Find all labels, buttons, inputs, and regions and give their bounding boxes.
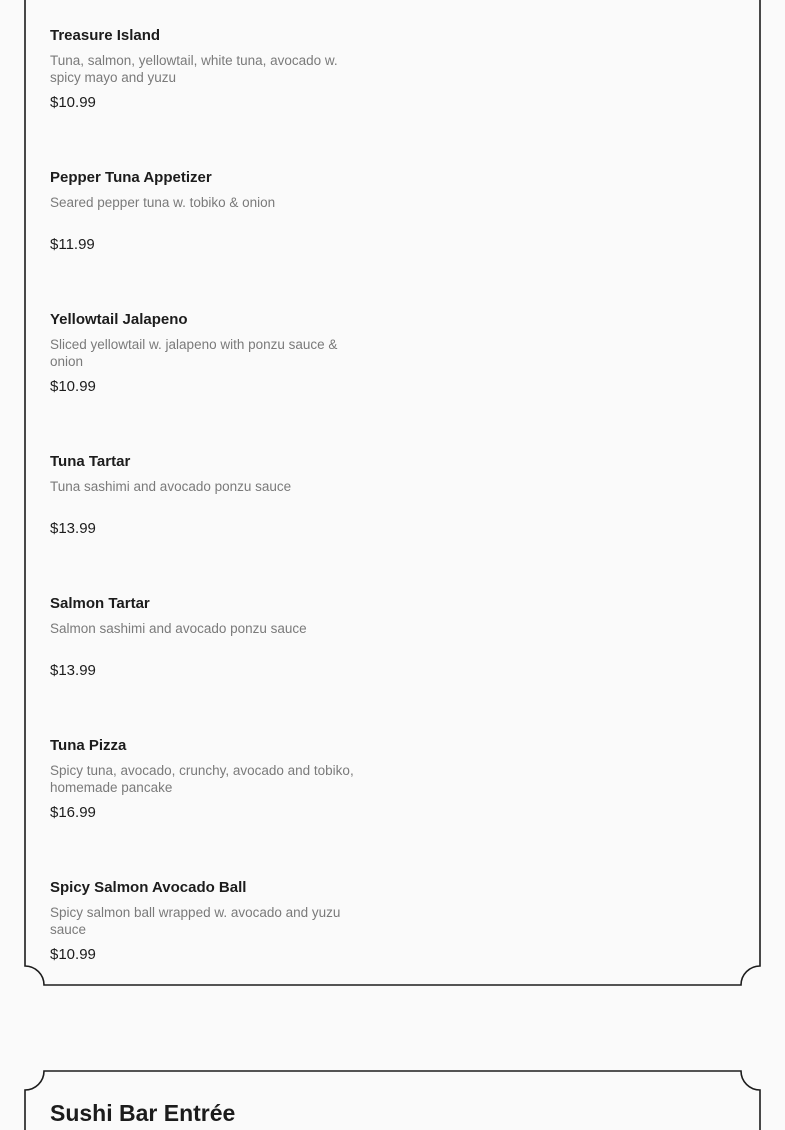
section-title: Sushi Bar Entrée xyxy=(50,1100,236,1126)
item-name: Treasure Island xyxy=(50,27,161,44)
item-price: $10.99 xyxy=(50,946,96,963)
item-price: $16.99 xyxy=(50,804,96,821)
item-description: Sliced yellowtail w. jalapeno with ponzu sauce & onion xyxy=(50,337,338,369)
item-price: $10.99 xyxy=(50,378,96,395)
item-description: Spicy tuna, avocado, crunchy, avocado and tobiko, homemade pancake xyxy=(50,763,354,795)
item-name: Pepper Tuna Appetizer xyxy=(50,169,212,186)
item-name: Yellowtail Jalapeno xyxy=(50,311,188,328)
item-price: $13.99 xyxy=(50,662,96,679)
item-name: Spicy Salmon Avocado Ball xyxy=(50,879,247,896)
item-description: Salmon sashimi and avocado ponzu sauce xyxy=(50,621,307,636)
item-description: Spicy salmon ball wrapped w. avocado and yuzu sauce xyxy=(50,905,341,937)
item-price: $11.99 xyxy=(50,236,95,253)
item-name: Tuna Tartar xyxy=(50,453,131,470)
item-description: Seared pepper tuna w. tobiko & onion xyxy=(50,195,276,210)
item-price: $10.99 xyxy=(50,94,96,111)
item-price: $13.99 xyxy=(50,520,96,537)
menu-card-frame xyxy=(24,0,761,1006)
item-description: Tuna sashimi and avocado ponzu sauce xyxy=(50,479,292,494)
item-name: Tuna Pizza xyxy=(50,737,127,754)
item-description: Tuna, salmon, yellowtail, white tuna, avocado w. spicy mayo and yuzu xyxy=(50,53,338,85)
item-name: Salmon Tartar xyxy=(50,595,150,612)
